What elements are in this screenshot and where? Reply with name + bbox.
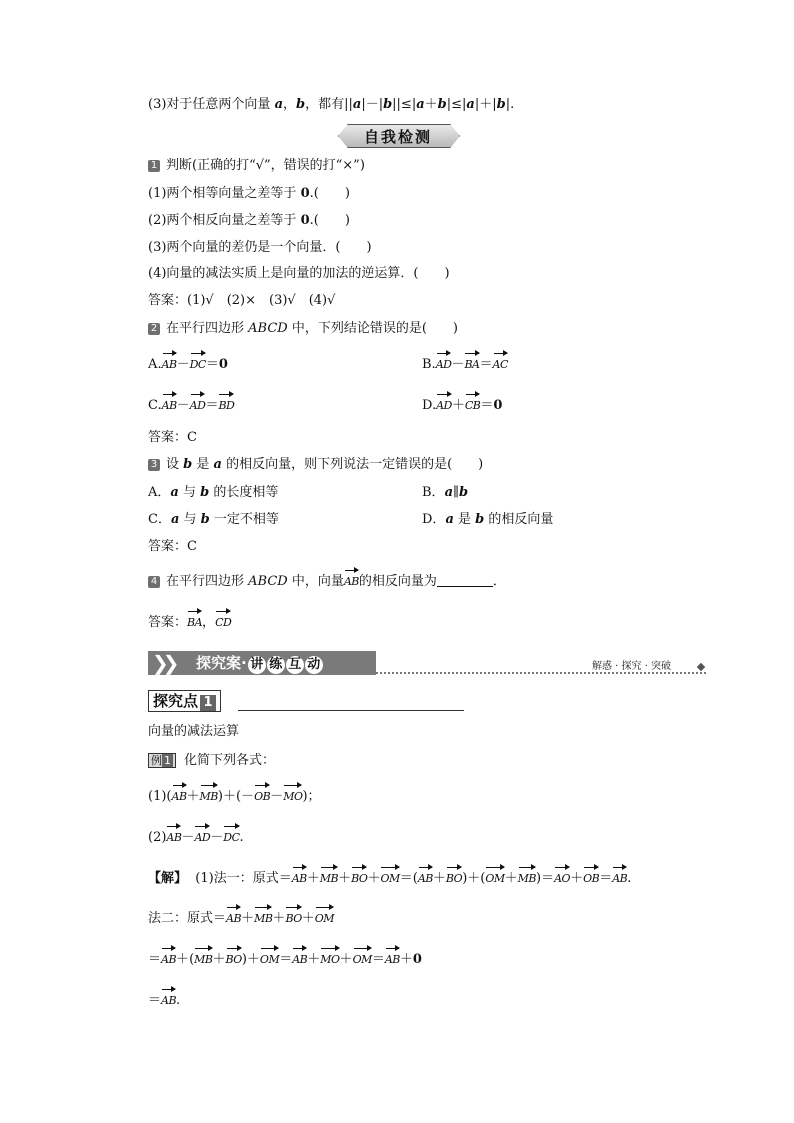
q2-option-c: C.AB－AD＝BD (148, 398, 235, 413)
q3-answer: 答案：C (148, 539, 197, 554)
q4-number-badge: 4 (148, 576, 160, 588)
q3-number-badge: 3 (148, 459, 160, 471)
example-expr-2: (2)AB－AD－DC. (148, 830, 244, 845)
solution-line-3: ＝AB＋(MB＋BO)＋OM＝AB＋MO＋OM＝AB＋0 (148, 952, 422, 967)
banner-title: 自我检测 (363, 128, 432, 146)
q1-item-1: (1)两个相等向量之差等于 0.( ) (148, 186, 350, 201)
self-check-banner (338, 124, 458, 146)
q3-option-a: A．a 与 b 的长度相等 (148, 485, 279, 500)
q2-number-badge: 2 (148, 323, 160, 335)
q2-option-a: A.AB－DC＝0 (148, 357, 228, 372)
q4-answer: 答案：BA，CD (148, 615, 232, 630)
explore-point-subtitle: 向量的减法运算 (148, 724, 240, 739)
q1-answer: 答案：(1)√ (2)× (3)√ (4)√ (148, 293, 336, 308)
example-stem: 例 1 化简下列各式： (148, 752, 275, 770)
q3-option-c: C．a 与 b 一定不相等 (148, 512, 279, 527)
q2-stem: 2 在平行四边形 ABCD 中，下列结论错误的是( ) (148, 320, 458, 338)
q4-stem: 4 在平行四边形 ABCD 中，向量AB的相反向量为 ． (148, 573, 506, 591)
intro-line: (3)对于任意两个向量 a，b，都有||a|－|b||≤|a＋b|≤|a|＋|b|. (148, 97, 515, 112)
q1-item-4: (4)向量的减法实质上是向量的加法的逆运算．( ) (148, 266, 450, 281)
answer-blank (437, 574, 493, 587)
solution-line-4: ＝AB. (148, 993, 181, 1008)
q3-option-d: D．a 是 b 的相反向量 (422, 512, 554, 527)
chevron-right-icon: ❯❯ (152, 651, 174, 675)
solution-line-1: 【解】 (1)法一：原式＝AB＋MB＋BO＋OM＝(AB＋BO)＋(OM＋MB)＝AO＋OB＝AB. (148, 871, 632, 886)
explore-point-underline (238, 710, 464, 711)
section-divider (376, 672, 706, 674)
explore-point-label: 探究点 1 (148, 690, 221, 712)
q1-item-3: (3)两个向量的差仍是一个向量．( ) (148, 240, 372, 255)
example-badge: 例 1 (148, 753, 176, 768)
q1-stem: 1 判断(正确的打“√”，错误的打“×”) (148, 157, 365, 175)
section-title: 探究案· 讲 练 互 动 (196, 653, 323, 674)
example-expr-1: (1)(AB＋MB)＋(－OB－MO)； (148, 789, 321, 804)
diamond-icon (697, 663, 705, 671)
q1-item-2: (2)两个相反向量之差等于 0.( ) (148, 213, 350, 228)
q3-option-b: B．a∥b (422, 485, 469, 500)
q2-option-b: B.AD－BA＝AC (422, 357, 508, 372)
q3-stem: 3 设 b 是 a 的相反向量，则下列说法一定错误的是( ) (148, 456, 483, 474)
solution-line-2: 法二：原式＝AB＋MB＋BO＋OM (148, 911, 335, 926)
q2-answer: 答案：C (148, 430, 197, 445)
q1-number-badge: 1 (148, 160, 160, 172)
section-subtitle: 解惑 · 探究 · 突破 (592, 661, 672, 672)
q2-option-d: D.AD＋CB＝0 (422, 398, 503, 413)
